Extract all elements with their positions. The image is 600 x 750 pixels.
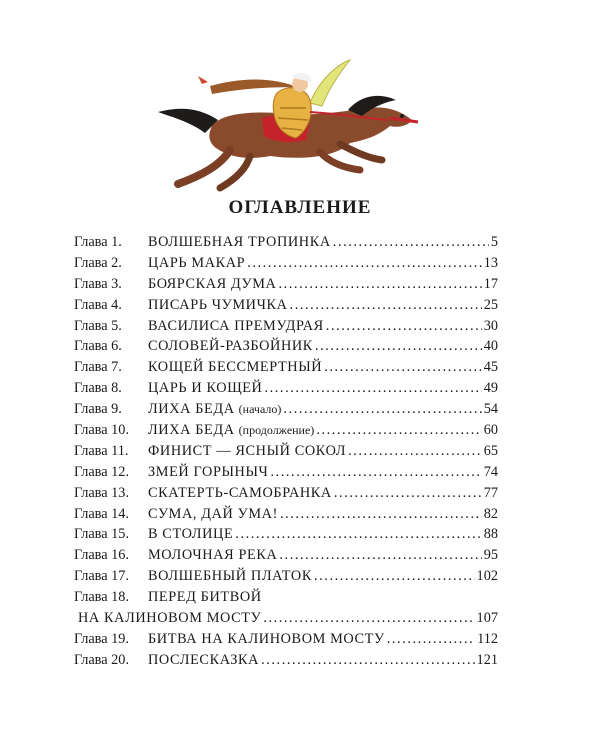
horse-rider-illustration [150,48,430,198]
chapter-title: СКАТЕРТЬ-САМОБРАНКА [148,484,332,501]
leader-dots [314,568,475,585]
toc-entry[interactable] [74,589,498,610]
chapter-label: Глава 9. [74,401,122,418]
page-number: 54 [483,401,498,418]
leader-dots [333,234,489,251]
page-number: 82 [483,505,498,522]
leader-dots [283,401,481,418]
leader-dots [315,338,482,355]
page-number: 17 [483,275,498,292]
page-number: 30 [483,317,498,334]
chapter-title: ПОСЛЕСКАЗКА [148,651,260,668]
chapter-label: Глава 12. [74,463,130,480]
toc-entry[interactable] [74,234,498,255]
chapter-label: Глава 13. [74,484,130,501]
chapter-title: В СТОЛИЦЕ [148,526,234,543]
page-number: 77 [483,484,498,501]
chapter-title: МОЛОЧНАЯ РЕКА [148,547,278,564]
leader-dots [326,318,482,335]
chapter-title: ЦАРЬ МАКАР [148,254,246,271]
toc-entry[interactable] [74,526,498,547]
leader-dots [348,443,482,460]
toc-entry[interactable] [74,422,498,443]
page-number: 121 [476,651,498,668]
chapter-label: Глава 8. [74,380,122,397]
chapter-title: ЛИХА БЕДА [148,422,235,439]
page-number: 95 [483,547,498,564]
toc-entry[interactable] [74,380,498,401]
chapter-title: ЦАРЬ И КОЩЕЙ [148,380,263,397]
chapter-label: Глава 1. [74,234,122,250]
leader-dots [279,547,481,564]
leader-dots [263,610,474,627]
chapter-label: Глава 6. [74,338,122,355]
leader-dots [387,631,475,648]
toc-entry[interactable] [74,297,498,318]
page-number: 5 [490,234,498,250]
leader-dots [324,359,482,376]
chapter-title: ВОЛШЕБНАЯ ТРОПИНКА [148,234,331,250]
chapter-label: Глава 4. [74,296,122,313]
chapter-label: Глава 16. [74,547,130,564]
chapter-label: Глава 5. [74,317,122,334]
chapter-label: Глава 20. [74,651,130,668]
toc-entry[interactable] [74,255,498,276]
chapter-label: Глава 14. [74,505,130,522]
chapter-note: (начало) [238,402,282,417]
chapter-title: ЛИХА БЕДА [148,401,235,418]
horse-leg [340,144,382,160]
chapter-label: Глава 11. [74,442,129,459]
toc-entry[interactable] [74,359,498,380]
toc-heading: ОГЛАВЛЕНИЕ [228,197,372,218]
toc-entry[interactable] [74,547,498,568]
page-number: 40 [483,338,498,355]
leader-dots [334,485,482,502]
chapter-label: Глава 19. [74,630,130,647]
toc-entry[interactable] [74,276,498,297]
toc-entry[interactable] [74,631,498,652]
toc-entry[interactable] [74,401,498,422]
toc-entry[interactable] [74,318,498,339]
toc-entry[interactable] [74,652,498,673]
chapter-label: Глава 15. [74,526,130,543]
leader-dots [290,297,482,314]
toc-entry[interactable] [74,506,498,527]
toc-entry[interactable] [74,568,498,589]
page-number: 25 [483,296,498,313]
page-number: 88 [483,526,498,543]
chapter-title: СУМА, ДАЙ УМА! [148,505,278,522]
chapter-title: БИТВА НА КАЛИНОВОМ МОСТУ [148,630,385,647]
page-number: 45 [483,359,498,376]
toc-entry[interactable] [74,464,498,485]
chapter-note: (продолжение) [238,423,315,438]
chapter-title: СОЛОВЕЙ-РАЗБОЙНИК [148,338,313,355]
leader-dots [264,380,481,397]
chapter-label: Глава 17. [74,568,130,585]
page-number: 65 [483,442,498,459]
page-number: 112 [477,630,498,647]
toc-entry[interactable] [74,485,498,506]
page-number: 102 [476,568,498,585]
scarf-shape [310,60,350,106]
page-number: 107 [476,610,498,627]
chapter-title: ПЕРЕД БИТВОЙ [148,589,262,606]
chapter-label: Глава 3. [74,275,122,292]
horse-tail [158,109,218,133]
leader-dots [316,422,481,439]
chapter-label: Глава 10. [74,422,130,439]
chapter-title: ЗМЕЙ ГОРЫНЫЧ [148,463,269,480]
leader-dots [261,652,474,669]
chapter-title: КОЩЕЙ БЕССМЕРТНЫЙ [148,359,323,376]
chapter-title: ВАСИЛИСА ПРЕМУДРАЯ [148,317,324,334]
chapter-title: БОЯРСКАЯ ДУМА [148,275,277,292]
leader-dots [235,526,481,543]
chapter-title: ФИНИСТ — ЯСНЫЙ СОКОЛ [148,442,347,459]
page-number: 49 [483,380,498,397]
chapter-label: Глава 2. [74,254,122,271]
chapter-title: ПИСАРЬ ЧУМИЧКА [148,296,288,313]
chapter-label: Глава 7. [74,359,122,376]
table-of-contents [74,234,498,673]
chapter-label: Глава 18. [74,589,130,606]
toc-entry[interactable] [74,338,498,359]
leader-dots [278,276,481,293]
toc-entry[interactable] [74,443,498,464]
chapter-title-continuation: НА КАЛИНОВОМ МОСТУ [78,610,262,627]
chapter-title: ВОЛШЕБНЫЙ ПЛАТОК [148,568,312,585]
leader-dots [280,506,482,523]
leader-dots [247,255,481,272]
toc-entry-continuation[interactable] [74,610,498,631]
page-number: 13 [483,254,498,271]
horse-leg [178,150,230,184]
page-number: 74 [483,463,498,480]
leader-dots [270,464,481,481]
page-number: 60 [483,422,498,439]
